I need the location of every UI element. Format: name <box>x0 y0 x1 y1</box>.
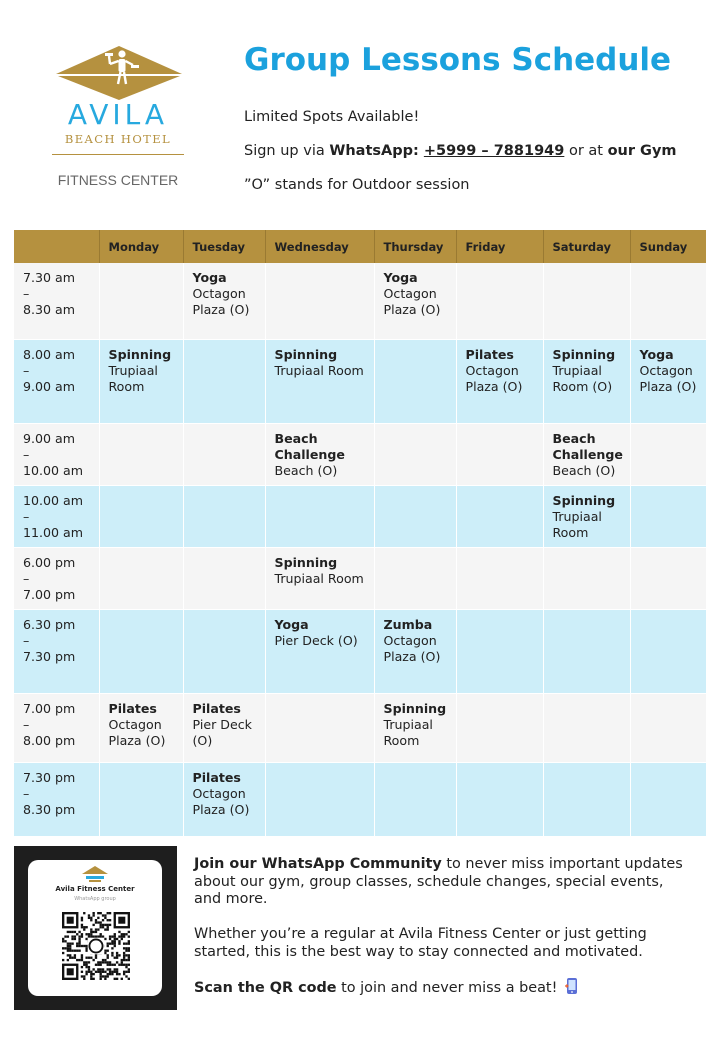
time-slot <box>14 423 99 485</box>
class-location: Trupiaal Room <box>274 570 364 586</box>
empty-cell <box>456 693 543 762</box>
empty-cell <box>99 485 183 547</box>
empty-cell <box>183 609 265 693</box>
class-cell[interactable] <box>543 485 630 547</box>
empty-cell <box>630 423 706 485</box>
empty-cell <box>630 762 706 836</box>
class-cell[interactable] <box>543 423 630 485</box>
promo-join-bold: Join our WhatsApp Community <box>194 856 442 872</box>
class-cell[interactable] <box>456 339 543 423</box>
schedule-row <box>14 339 706 423</box>
class-name: Spinning <box>552 492 616 508</box>
class-cell[interactable] <box>183 263 265 339</box>
class-cell[interactable] <box>265 423 374 485</box>
time-line: 7.00 pm <box>23 700 76 716</box>
class-location: Octagon Plaza (O) <box>108 716 166 748</box>
qr-panel <box>14 846 177 1010</box>
class-name: Yoga <box>192 270 227 285</box>
whatsapp-phone-link[interactable]: +5999 – 7881949 <box>423 143 565 159</box>
signup-whatsapp-label: WhatsApp <box>329 143 413 159</box>
empty-cell <box>374 423 456 485</box>
class-cell[interactable] <box>374 263 456 339</box>
class-name: Yoga <box>639 346 674 362</box>
day-header-thursday: Thursday <box>374 230 456 263</box>
class-name: Spinning <box>274 554 338 570</box>
class-location: Pier Deck (O) <box>192 716 252 748</box>
time-column-header <box>14 230 99 263</box>
class-name: Pilates <box>465 346 514 362</box>
promo-scan <box>194 977 694 998</box>
schedule-row <box>14 547 706 609</box>
empty-cell <box>374 339 456 423</box>
empty-cell <box>543 547 630 609</box>
brand-divider <box>52 154 184 155</box>
class-name: Pilates <box>192 700 241 716</box>
time-slot <box>14 547 99 609</box>
empty-cell <box>630 547 706 609</box>
day-header-tuesday: Tuesday <box>183 230 265 263</box>
empty-cell <box>456 547 543 609</box>
qr-code-icon[interactable] <box>62 912 130 980</box>
outdoor-note: ”O” stands for Outdoor session <box>244 177 470 193</box>
empty-cell <box>456 609 543 693</box>
schedule-row <box>14 693 706 762</box>
class-location: Trupiaal Room <box>108 362 158 394</box>
hotel-logo <box>40 44 196 194</box>
class-location: Octagon Plaza (O) <box>465 362 523 394</box>
signup-mid: or at <box>564 143 608 159</box>
class-location: Octagon Plaza (O) <box>192 785 250 817</box>
class-name: Pilates <box>108 700 157 716</box>
time-line: – <box>23 570 30 586</box>
schedule-row <box>14 423 706 485</box>
empty-cell <box>265 485 374 547</box>
class-name: Yoga <box>383 270 418 285</box>
time-line: 10.00 am <box>23 492 84 508</box>
class-cell[interactable] <box>183 693 265 762</box>
empty-cell <box>374 762 456 836</box>
schedule-header-row <box>14 230 706 263</box>
signup-colon: : <box>413 143 424 159</box>
class-cell[interactable] <box>374 609 456 693</box>
class-location: Trupiaal Room <box>274 362 364 378</box>
promo-scan-bold: Scan the QR code <box>194 980 337 996</box>
signup-gym: our Gym <box>607 143 677 159</box>
empty-cell <box>456 762 543 836</box>
time-line: 7.30 pm <box>23 648 76 664</box>
schedule-table <box>14 230 706 837</box>
day-header-friday: Friday <box>456 230 543 263</box>
class-location: Pier Deck (O) <box>274 632 358 648</box>
day-header-wednesday: Wednesday <box>265 230 374 263</box>
promo-scan-rest: to join and never miss a beat! <box>336 980 562 996</box>
empty-cell <box>99 547 183 609</box>
class-cell[interactable] <box>265 339 374 423</box>
empty-cell <box>543 263 630 339</box>
class-name: Pilates <box>192 769 241 785</box>
empty-cell <box>543 609 630 693</box>
time-slot <box>14 609 99 693</box>
avila-mini-logo-icon <box>82 866 108 884</box>
time-slot <box>14 339 99 423</box>
signup-prefix: Sign up via <box>244 143 330 159</box>
page-title: Group Lessons Schedule <box>244 42 672 78</box>
time-line: 11.00 am <box>23 524 84 540</box>
time-line: 10.00 am <box>23 462 84 478</box>
empty-cell <box>630 693 706 762</box>
day-header-sunday: Sunday <box>630 230 706 263</box>
day-header-monday: Monday <box>99 230 183 263</box>
empty-cell <box>265 693 374 762</box>
empty-cell <box>183 485 265 547</box>
empty-cell <box>630 485 706 547</box>
class-name: Yoga <box>274 616 309 632</box>
time-line: – <box>23 716 30 732</box>
class-name: Spinning <box>108 346 172 362</box>
class-location: Beach (O) <box>274 462 338 478</box>
empty-cell <box>183 339 265 423</box>
class-name: Spinning <box>552 346 616 362</box>
signup-line <box>244 143 677 159</box>
limited-spots-note: Limited Spots Available! <box>244 109 420 125</box>
empty-cell <box>374 485 456 547</box>
time-line: 8.30 am <box>23 302 76 317</box>
time-line: 8.30 pm <box>23 801 76 817</box>
promo-join-rest: to never miss important updates about our gym, group classes, schedule changes, special events, and more. <box>194 856 683 907</box>
empty-cell <box>183 423 265 485</box>
empty-cell <box>374 547 456 609</box>
qr-card-subtitle: WhatsApp group <box>74 896 116 902</box>
schedule-row <box>14 485 706 547</box>
time-line: – <box>23 446 30 462</box>
empty-cell <box>99 762 183 836</box>
class-name: Beach Challenge <box>552 430 623 462</box>
class-cell[interactable] <box>630 339 706 423</box>
empty-cell <box>99 609 183 693</box>
empty-cell <box>99 263 183 339</box>
time-slot <box>14 762 99 836</box>
class-location: Octagon Plaza (O) <box>192 286 250 317</box>
qr-card-title: Avila Fitness Center <box>55 885 135 893</box>
time-slot <box>14 693 99 762</box>
time-line: 8.00 pm <box>23 732 76 748</box>
time-line: 8.00 am <box>23 346 76 362</box>
class-location: Trupiaal Room <box>383 716 433 748</box>
class-cell[interactable] <box>265 609 374 693</box>
day-header-saturday: Saturday <box>543 230 630 263</box>
empty-cell <box>543 693 630 762</box>
empty-cell <box>630 609 706 693</box>
time-line: – <box>23 785 30 801</box>
schedule-row <box>14 263 706 339</box>
time-line: 6.30 pm <box>23 616 76 632</box>
empty-cell <box>456 485 543 547</box>
empty-cell <box>630 263 706 339</box>
time-line: 9.00 am <box>23 430 76 446</box>
mobile-phone-icon <box>564 977 580 995</box>
qr-card <box>28 860 162 996</box>
class-cell[interactable] <box>265 547 374 609</box>
class-location: Trupiaal Room (O) <box>552 362 613 394</box>
promo-join <box>194 856 694 909</box>
schedule-row <box>14 762 706 836</box>
promo-regular: Whether you’re a regular at Avila Fitness Center or just getting started, this is the best way to stay connected and motivated. <box>194 926 647 960</box>
empty-cell <box>265 762 374 836</box>
time-line: – <box>23 632 30 648</box>
brand-subtitle: BEACH HOTEL <box>64 132 172 146</box>
time-line: 7.30 pm <box>23 769 76 785</box>
class-cell[interactable] <box>99 339 183 423</box>
class-name: Zumba <box>383 616 433 632</box>
time-line: – <box>23 286 30 301</box>
empty-cell <box>543 762 630 836</box>
time-line: – <box>23 508 30 524</box>
class-name: Beach Challenge <box>274 430 345 462</box>
fitness-logo-icon <box>54 44 184 100</box>
class-cell[interactable] <box>543 339 630 423</box>
class-cell[interactable] <box>374 693 456 762</box>
time-slot <box>14 485 99 547</box>
empty-cell <box>456 263 543 339</box>
class-location: Octagon Plaza (O) <box>383 632 441 664</box>
empty-cell <box>99 423 183 485</box>
brand-name: AVILA <box>67 98 169 131</box>
class-location: Beach (O) <box>552 462 616 478</box>
time-slot <box>14 263 99 339</box>
time-line: 7.30 am <box>23 270 76 285</box>
time-line: – <box>23 362 30 378</box>
brand-department: FITNESS CENTER <box>57 172 179 188</box>
class-name: Spinning <box>274 346 338 362</box>
class-cell[interactable] <box>99 693 183 762</box>
time-line: 7.00 pm <box>23 586 76 602</box>
class-location: Octagon Plaza (O) <box>639 362 697 394</box>
empty-cell <box>265 263 374 339</box>
class-cell[interactable] <box>183 762 265 836</box>
class-location: Octagon Plaza (O) <box>383 286 441 317</box>
empty-cell <box>456 423 543 485</box>
time-line: 6.00 pm <box>23 554 76 570</box>
schedule-row <box>14 609 706 693</box>
class-name: Spinning <box>383 700 447 716</box>
class-location: Trupiaal Room <box>552 508 602 540</box>
empty-cell <box>183 547 265 609</box>
time-line: 9.00 am <box>23 378 76 394</box>
